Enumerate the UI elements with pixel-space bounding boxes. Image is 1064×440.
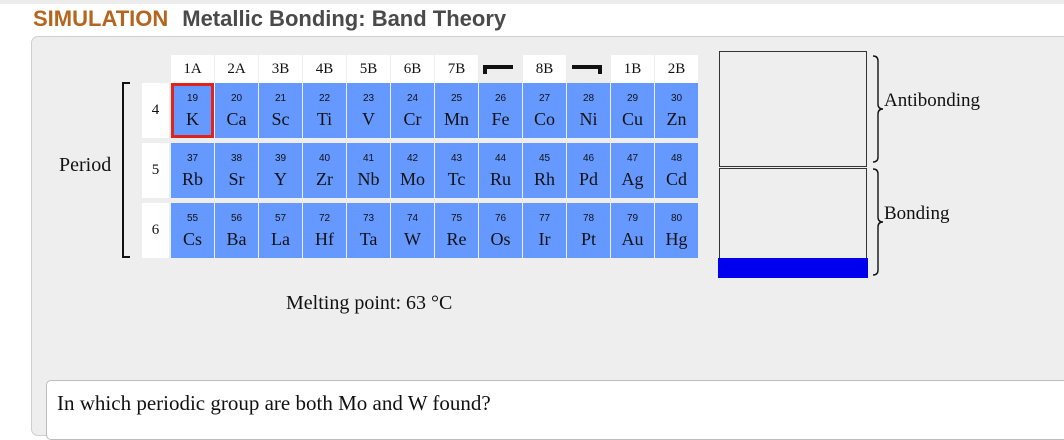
bonding-brace-icon bbox=[872, 168, 884, 276]
element-symbol: Cd bbox=[665, 169, 687, 189]
element-symbol: Os bbox=[490, 229, 511, 249]
element-symbol: Ti bbox=[316, 109, 333, 129]
atomic-number: 27 bbox=[538, 93, 551, 104]
element-symbol: Co bbox=[533, 109, 555, 129]
group-8b-left-bracket bbox=[483, 65, 513, 74]
atomic-number: 78 bbox=[582, 213, 595, 224]
element-symbol: Ca bbox=[226, 109, 247, 129]
atomic-number: 48 bbox=[670, 153, 683, 164]
group-header: 8B bbox=[523, 55, 566, 83]
element-cell-tc[interactable] bbox=[435, 143, 478, 198]
question-text: In which periodic group are both Mo and W found? bbox=[57, 391, 491, 415]
element-symbol: Nb bbox=[357, 169, 380, 189]
element-symbol: Tc bbox=[447, 169, 466, 189]
element-symbol: Ag bbox=[621, 169, 644, 189]
element-cell-la[interactable] bbox=[259, 203, 302, 258]
period-number: 6 bbox=[142, 203, 169, 258]
element-cell-sc[interactable] bbox=[259, 83, 302, 138]
atomic-number: 38 bbox=[230, 153, 243, 164]
atomic-number: 76 bbox=[494, 213, 507, 224]
element-symbol: Hg bbox=[665, 229, 688, 249]
atomic-number: 25 bbox=[450, 93, 463, 104]
element-symbol: Cu bbox=[621, 109, 643, 129]
atomic-number: 23 bbox=[362, 93, 375, 104]
element-symbol: Zn bbox=[666, 109, 687, 129]
element-symbol: Sr bbox=[228, 169, 245, 189]
atomic-number: 20 bbox=[230, 93, 243, 104]
element-cell-rb[interactable] bbox=[171, 143, 214, 198]
element-cell-rh[interactable] bbox=[523, 143, 566, 198]
group-header: 2A bbox=[215, 55, 258, 83]
element-symbol: Pt bbox=[580, 229, 596, 249]
atomic-number: 72 bbox=[318, 213, 331, 224]
atomic-number: 44 bbox=[494, 153, 507, 164]
element-cell-hg[interactable] bbox=[655, 203, 698, 258]
atomic-number: 75 bbox=[450, 213, 463, 224]
element-cell-ta[interactable] bbox=[347, 203, 390, 258]
element-cell-fe[interactable] bbox=[479, 83, 522, 138]
group-header: 1B bbox=[611, 55, 654, 83]
element-symbol: Rh bbox=[533, 169, 555, 189]
element-symbol: Au bbox=[621, 229, 644, 249]
element-cell-au[interactable] bbox=[611, 203, 654, 258]
element-cell-zr[interactable] bbox=[303, 143, 346, 198]
atomic-number: 46 bbox=[582, 153, 595, 164]
atomic-number: 43 bbox=[450, 153, 463, 164]
element-cell-k[interactable] bbox=[171, 83, 214, 138]
element-symbol: La bbox=[271, 229, 290, 249]
element-cell-pd[interactable] bbox=[567, 143, 610, 198]
element-cell-cu[interactable] bbox=[611, 83, 654, 138]
atomic-number: 42 bbox=[406, 153, 419, 164]
element-symbol: Cs bbox=[182, 229, 202, 249]
atomic-number: 39 bbox=[274, 153, 287, 164]
element-cell-mn[interactable] bbox=[435, 83, 478, 138]
element-symbol: Re bbox=[446, 229, 467, 249]
atomic-number: 21 bbox=[274, 93, 287, 104]
element-cell-w[interactable] bbox=[391, 203, 434, 258]
element-cell-co[interactable] bbox=[523, 83, 566, 138]
atomic-number: 28 bbox=[582, 93, 595, 104]
element-symbol: Rb bbox=[181, 169, 203, 189]
atomic-number: 29 bbox=[626, 93, 639, 104]
top-bar bbox=[0, 0, 1064, 4]
period-number: 5 bbox=[142, 143, 169, 198]
element-cell-zn[interactable] bbox=[655, 83, 698, 138]
group-header: 4B bbox=[303, 55, 346, 83]
period-bracket bbox=[122, 82, 130, 258]
element-symbol: Ni bbox=[579, 109, 598, 129]
element-cell-cr[interactable] bbox=[391, 83, 434, 138]
page-title bbox=[33, 6, 506, 32]
atomic-number: 24 bbox=[406, 93, 419, 104]
melting-point-readout: Melting point: 63 °C bbox=[286, 292, 453, 314]
element-cell-ni[interactable] bbox=[567, 83, 610, 138]
element-cell-ti[interactable] bbox=[303, 83, 346, 138]
element-cell-nb[interactable] bbox=[347, 143, 390, 198]
element-cell-ir[interactable] bbox=[523, 203, 566, 258]
element-symbol: K bbox=[186, 109, 199, 129]
atomic-number: 37 bbox=[186, 153, 199, 164]
group-header: 2B bbox=[655, 55, 698, 83]
atomic-number: 73 bbox=[362, 213, 375, 224]
atomic-number: 55 bbox=[186, 213, 199, 224]
atomic-number: 41 bbox=[362, 153, 375, 164]
element-symbol: Ta bbox=[359, 229, 378, 249]
group-header: 5B bbox=[347, 55, 390, 83]
group-header: 7B bbox=[435, 55, 478, 83]
bonding-label: Bonding bbox=[884, 203, 950, 224]
atomic-number: 45 bbox=[538, 153, 551, 164]
element-cell-mo[interactable] bbox=[391, 143, 434, 198]
atomic-number: 80 bbox=[670, 213, 683, 224]
element-symbol: Fe bbox=[491, 109, 510, 129]
antibonding-band bbox=[719, 51, 867, 167]
element-symbol: Ir bbox=[538, 229, 551, 249]
element-symbol: Ba bbox=[226, 229, 247, 249]
atomic-number: 40 bbox=[318, 153, 331, 164]
element-cell-y[interactable] bbox=[259, 143, 302, 198]
element-cell-os[interactable] bbox=[479, 203, 522, 258]
period-label: Period bbox=[59, 154, 112, 176]
element-cell-hf[interactable] bbox=[303, 203, 346, 258]
element-cell-cs[interactable] bbox=[171, 203, 214, 258]
atomic-number: 26 bbox=[494, 93, 507, 104]
antibonding-brace-icon bbox=[872, 55, 884, 163]
element-symbol: Mn bbox=[443, 109, 469, 129]
element-symbol: Y bbox=[274, 169, 287, 189]
element-cell-sr[interactable] bbox=[215, 143, 258, 198]
element-symbol: Pd bbox=[578, 169, 598, 189]
group-8b-right-bracket bbox=[572, 65, 602, 74]
atomic-number: 79 bbox=[626, 213, 639, 224]
group-header: 6B bbox=[391, 55, 434, 83]
antibonding-label: Antibonding bbox=[884, 90, 981, 111]
atomic-number: 19 bbox=[186, 93, 199, 104]
atomic-number: 77 bbox=[538, 213, 551, 224]
period-number: 4 bbox=[142, 83, 169, 138]
atomic-number: 74 bbox=[406, 213, 419, 224]
element-cell-re[interactable] bbox=[435, 203, 478, 258]
atomic-number: 22 bbox=[318, 93, 331, 104]
element-symbol: Ru bbox=[489, 169, 511, 189]
atomic-number: 47 bbox=[626, 153, 639, 164]
simulation-label: SIMULATION bbox=[33, 6, 169, 31]
atomic-number: 56 bbox=[230, 213, 243, 224]
bonding-band-fill bbox=[718, 258, 868, 278]
element-cell-cd[interactable] bbox=[655, 143, 698, 198]
simulation-title: Metallic Bonding: Band Theory bbox=[182, 6, 507, 31]
group-header: 3B bbox=[259, 55, 302, 83]
element-symbol: Hf bbox=[315, 229, 334, 249]
group-header: 1A bbox=[171, 55, 214, 83]
element-cell-v[interactable] bbox=[347, 83, 390, 138]
element-cell-ru[interactable] bbox=[479, 143, 522, 198]
element-cell-pt[interactable] bbox=[567, 203, 610, 258]
element-symbol: Sc bbox=[271, 109, 290, 129]
element-symbol: Mo bbox=[399, 169, 425, 189]
element-cell-ba[interactable] bbox=[215, 203, 258, 258]
element-cell-ca[interactable] bbox=[215, 83, 258, 138]
element-symbol: W bbox=[404, 229, 421, 249]
atomic-number: 57 bbox=[274, 213, 287, 224]
element-symbol: Zr bbox=[316, 169, 333, 189]
element-cell-ag[interactable] bbox=[611, 143, 654, 198]
element-symbol: Cr bbox=[403, 109, 422, 129]
atomic-number: 30 bbox=[670, 93, 683, 104]
element-symbol: V bbox=[362, 109, 375, 129]
